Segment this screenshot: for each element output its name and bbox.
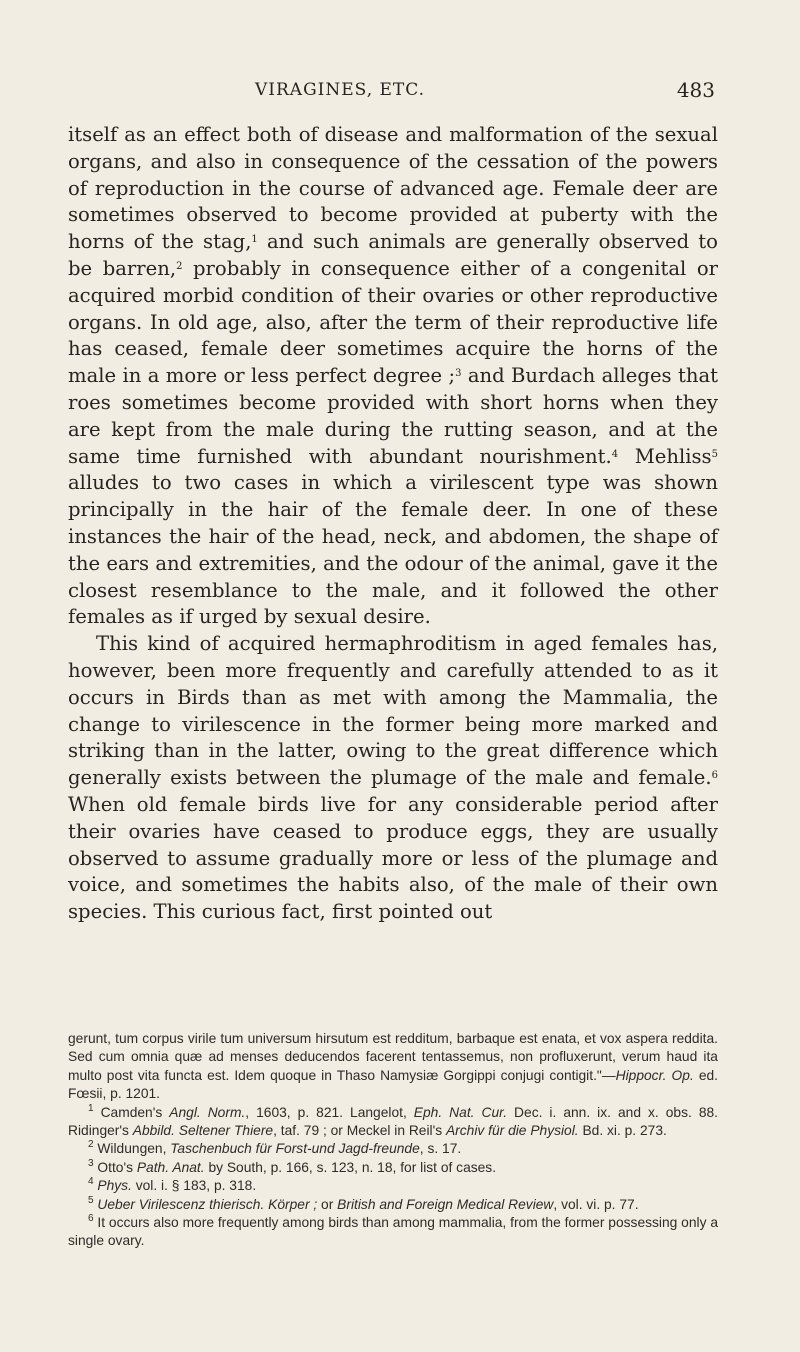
footnote-mark: 2 bbox=[88, 1139, 94, 1151]
text-run: It occurs also more frequently among birds than among mammalia, from the former possessing only a single ovary. bbox=[68, 1215, 718, 1249]
text-run: and such animals are generally observed to be barren, bbox=[68, 230, 718, 280]
footnote-mark: 1 bbox=[88, 1102, 94, 1114]
footnote-mark: 6 bbox=[88, 1213, 94, 1225]
text-run: ed. Fœsii, p. 1201. bbox=[68, 1067, 719, 1102]
paragraph-1 bbox=[68, 122, 718, 631]
body-text bbox=[68, 122, 718, 926]
text-run: Dec. i. ann. ix. and x. obs. 88. Ridinger's bbox=[68, 1104, 719, 1139]
text-run: vol. i. § 183, p. 318. bbox=[131, 1178, 257, 1194]
footnote-4 bbox=[68, 1177, 718, 1195]
footnote-mark: 5 bbox=[88, 1194, 94, 1206]
text-run: , taf. 79 ; or Meckel in Reil's bbox=[273, 1123, 446, 1139]
footnote-continuation bbox=[68, 1030, 718, 1104]
footnote-2 bbox=[68, 1140, 718, 1158]
footnote-ref-2: 2 bbox=[176, 260, 183, 272]
text-run: alludes to two cases in which a virilescent type was shown principally in the hair of the female deer. In one of these instances the hair of the head, neck, and abdomen, the shape of the ears and extremities, and the odour of the animal, gave it the closest resemblance to the male, and it followed the other females as if urged by sexual desire. bbox=[68, 471, 718, 629]
text-run: Bd. xi. p. 273. bbox=[578, 1123, 667, 1139]
footnote-ref-3: 3 bbox=[455, 368, 462, 380]
footnote-mark: 3 bbox=[88, 1157, 94, 1169]
paragraph-2 bbox=[68, 631, 718, 926]
citation: Hippocr. Op. bbox=[615, 1067, 694, 1083]
footnote-6 bbox=[68, 1214, 718, 1251]
footnote-ref-6: 6 bbox=[711, 770, 718, 782]
citation: Abbild. Seltener Thiere bbox=[132, 1123, 274, 1139]
text-run: This kind of acquired hermaphroditism in aged females has, however, been more frequently and carefully attended to as it occurs in Birds than as met with among the Mammalia, the change to virilescence in the former being more marked and striking than in the latter, owing to the great difference which generally exists between the plumage of the male and female. bbox=[68, 632, 718, 790]
text-run: by South, p. 166, s. 123, n. 18, for list of cases. bbox=[204, 1159, 497, 1175]
text-run: Mehliss bbox=[618, 444, 712, 468]
footnote-ref-5: 5 bbox=[711, 448, 718, 460]
text-run: , 1603, p. 821. Langelot, bbox=[245, 1104, 414, 1120]
footnote-ref-4: 4 bbox=[611, 448, 619, 460]
citation: Phys. bbox=[93, 1178, 132, 1194]
citation: Ueber Virilescenz thierisch. Körper ; bbox=[93, 1196, 318, 1212]
text-run: and Burdach alleges that roes sometimes become provided with short horns when they are kept from the male during the rutting season, and at the same time furnished with abundant nourishment. bbox=[68, 364, 719, 468]
footnote-mark: 4 bbox=[88, 1176, 94, 1188]
text-run: or bbox=[317, 1196, 338, 1212]
page-number: 483 bbox=[676, 78, 715, 102]
footnote-3 bbox=[68, 1159, 718, 1177]
citation: Taschenbuch für Forst-und Jagd-freunde bbox=[170, 1141, 420, 1157]
footnote-ref-1: 1 bbox=[251, 234, 258, 246]
citation: British and Foreign Medical Review bbox=[337, 1196, 554, 1212]
text-run: Otto's bbox=[93, 1159, 137, 1175]
text-run: , vol. vi. p. 77. bbox=[553, 1196, 639, 1212]
citation: Path. Anat. bbox=[136, 1159, 205, 1175]
citation: Eph. Nat. Cur. bbox=[413, 1104, 508, 1120]
text-run: When old female birds live for any considerable period after their ovaries have ceased to produce eggs, they are usually observed to assume gradually more or less of the plumage and voice, and sometimes the habits also, of the male of their own species. This curious fact, first pointed out bbox=[68, 792, 718, 924]
citation: Angl. Norm. bbox=[169, 1104, 246, 1120]
running-title: VIRAGINES, ETC. bbox=[255, 80, 426, 100]
text-run: itself as an effect both of disease and malformation of the sexual organs, and also in consequence of the cessation of the powers of reproduction in the course of advanced age. Female deer are sometimes observed to become provided at puberty with the horns of the stag, bbox=[68, 123, 718, 254]
text-run: Wildungen, bbox=[93, 1141, 171, 1157]
text-run: Camden's bbox=[93, 1104, 170, 1120]
citation: Archiv für die Physiol. bbox=[445, 1123, 579, 1139]
footnote-5 bbox=[68, 1196, 718, 1214]
footnotes bbox=[68, 1030, 718, 1251]
text-run: probably in consequence either of a congenital or acquired morbid condition of their ovaries or other reproductive organs. In old age, also, after the term of their reproductive life has ceased, female deer sometimes acquire the horns of the male in a more or less perfect degree ; bbox=[68, 256, 718, 388]
footnote-1 bbox=[68, 1104, 718, 1141]
text-run: , s. 17. bbox=[419, 1141, 462, 1157]
text-run: gerunt, tum corpus virile tum universum hirsutum est redditum, barbaque est enata, et vox aspera reddita. Sed cum omnia quæ ad menses deducendos facerent tentassemus, non profluxerunt, verum haud ita multo post vita functa est. Idem quoque in Thaso Namysiæ Gorgippi conjugi contigit."— bbox=[68, 1031, 718, 1083]
